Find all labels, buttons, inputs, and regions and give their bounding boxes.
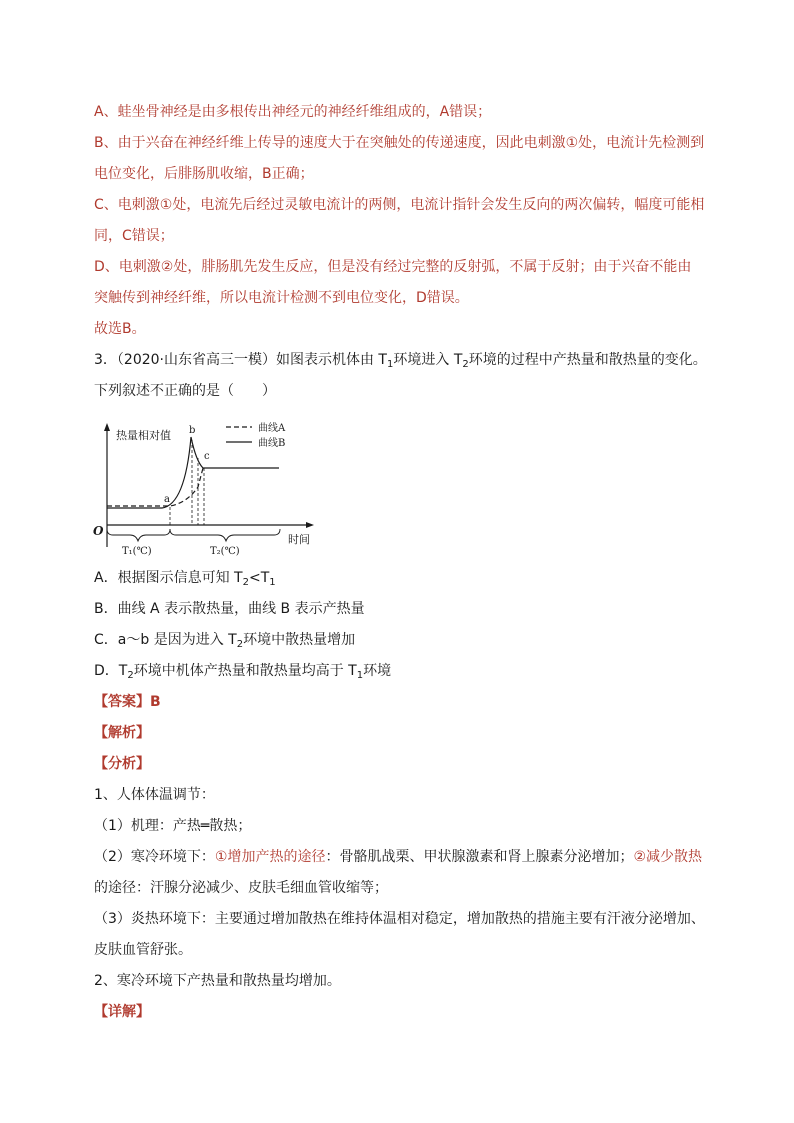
x-axis-arrow xyxy=(306,522,314,528)
analysis-option-d-line1: D、电刺激②处，腓肠肌先发生反应，但是没有经过完整的反射弧，不属于反射；由于兴奋不能由 xyxy=(94,259,692,275)
option-text: <T xyxy=(248,570,270,586)
question-stem-line1 xyxy=(94,351,707,369)
question-stem-text: 环境进入 T xyxy=(393,352,463,368)
answer-row xyxy=(94,693,161,711)
region-label-t1: T₁(℃) xyxy=(122,546,152,557)
analysis-option-b-line2: 电位变化，后腓肠肌收缩，B正确； xyxy=(94,166,314,182)
answer-label: 【答案】 xyxy=(94,694,150,710)
analysis-heading: 【解析】 xyxy=(94,725,150,741)
brace-t1 xyxy=(107,529,170,541)
option-text: D．T xyxy=(94,663,128,679)
brace-t2 xyxy=(170,529,280,541)
option-d xyxy=(94,662,391,680)
point-1: 1、人体体温调节： xyxy=(94,787,215,803)
point-1-1: （1）机理：产热═散热； xyxy=(94,818,252,834)
analysis-option-d-line2: 突触传到神经纤维，所以电流计检测不到电位变化，D错误。 xyxy=(94,290,469,306)
point-label-b: b xyxy=(189,425,196,436)
option-text: 环境中机体产热量和散热量均高于 T xyxy=(133,663,357,679)
option-text: A．根据图示信息可知 T xyxy=(94,570,243,586)
analysis-option-c-line1: C、电刺激①处，电流先后经过灵敏电流计的两侧，电流计指针会发生反向的两次偏转，幅度可能相 xyxy=(94,197,705,213)
option-text: 环境 xyxy=(363,663,392,679)
subscript: 2 xyxy=(127,670,134,681)
subscript: 2 xyxy=(242,577,249,588)
fenxi-heading: 【分析】 xyxy=(94,756,150,772)
curve-b xyxy=(107,437,279,508)
subscript: 1 xyxy=(269,577,276,588)
point-1-2 xyxy=(94,848,702,866)
point-1-3-line2: 皮肤血管舒张。 xyxy=(94,942,192,958)
subscript: 2 xyxy=(236,639,244,650)
analysis-option-c-line2: 同，C错误； xyxy=(94,228,174,244)
point-text: （2）寒冷环境下： xyxy=(94,849,215,865)
y-axis-arrow xyxy=(104,423,110,431)
question-stem-text: 环境的过程中产热量和散热量的变化。 xyxy=(468,352,707,368)
question-stem-line2: 下列叙述不正确的是（ ） xyxy=(94,383,276,399)
analysis-conclusion: 故选B。 xyxy=(94,321,146,337)
question-stem-text: 3．（2020·山东省高三一模）如图表示机体由 T xyxy=(94,352,387,368)
point-label-c: c xyxy=(204,451,210,462)
point-label-a: a xyxy=(164,494,170,505)
option-c xyxy=(94,631,355,649)
x-axis-label: 时间 xyxy=(288,533,310,546)
option-text: C．a～b 是因为进入 T xyxy=(94,632,237,648)
subscript: 1 xyxy=(387,359,394,370)
point-1-3-line1: （3）炎热环境下：主要通过增加散热在维持体温相对稳定，增加散热的措施主要有汗液分泌增加、 xyxy=(94,911,705,927)
analysis-option-b-line1: B、由于兴奋在神经纤维上传导的速度大于在突触处的传递速度，因此电刺激①处，电流计先检测到 xyxy=(94,135,705,151)
subscript: 2 xyxy=(462,359,469,370)
option-text: 环境中散热量增加 xyxy=(243,632,356,648)
y-axis-label: 热量相对值 xyxy=(116,429,171,442)
subscript: 1 xyxy=(356,670,364,681)
point-text: ：骨骼肌战栗、甲状腺激素和肾上腺素分泌增加； xyxy=(325,849,634,865)
answer-value: B xyxy=(150,694,161,710)
option-a xyxy=(94,569,276,587)
point-text-highlight: ②减少散热 xyxy=(633,849,703,865)
point-text-highlight: ①增加产热的途径 xyxy=(214,849,326,865)
option-b: B．曲线 A 表示散热量，曲线 B 表示产热量 xyxy=(94,601,365,617)
curve-a xyxy=(107,468,203,506)
point-2: 2、寒冷环境下产热量和散热量均增加。 xyxy=(94,973,341,989)
region-label-t2: T₂(℃) xyxy=(210,546,240,557)
detail-heading: 【详解】 xyxy=(94,1004,150,1020)
origin-label: O xyxy=(93,524,104,538)
legend-label-a: 曲线A xyxy=(258,423,286,434)
analysis-option-a: A、蛙坐骨神经是由多根传出神经元的神经纤维组成的，A错误； xyxy=(94,104,492,120)
point-1-2-cont: 的途径：汗腺分泌减少、皮肤毛细血管收缩等； xyxy=(94,880,388,896)
heat-chart xyxy=(92,415,322,557)
legend-label-b: 曲线B xyxy=(258,438,286,449)
